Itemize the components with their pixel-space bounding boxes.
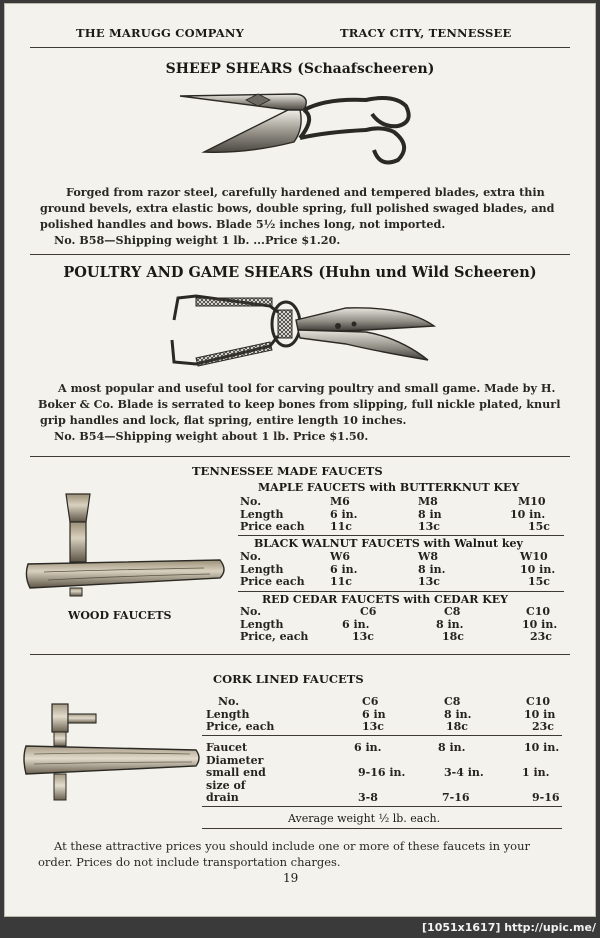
table-row xyxy=(240,508,562,521)
table-row xyxy=(206,741,562,754)
row-label: No. xyxy=(218,695,240,708)
cork-divider-1 xyxy=(202,735,562,736)
cell: 18c xyxy=(442,630,465,643)
row-label: No. xyxy=(240,495,262,508)
row-label: No. xyxy=(240,605,262,618)
cell: 10 in. xyxy=(510,507,546,521)
cell: 13c xyxy=(362,720,385,733)
cedar-faucets-table xyxy=(240,605,562,643)
table-row xyxy=(240,550,562,563)
sheep-shears-description xyxy=(40,184,554,248)
poultry-shears-title: POULTRY AND GAME SHEARS (Huhn und Wild Scheeren) xyxy=(63,264,537,281)
closing-line-2: order. Prices do not include transportation charges. xyxy=(38,855,341,869)
company-name: THE MARUGG COMPANY xyxy=(76,26,245,40)
sheep-shears-illustration xyxy=(176,88,418,170)
cell: W8 xyxy=(418,550,439,563)
cork-divider-2 xyxy=(202,806,562,807)
poultry-order-line: No. B54—Shipping weight about 1 lb. Price $1.50. xyxy=(54,429,369,443)
cell: C10 xyxy=(526,695,551,708)
poultry-desc-line-2: Boker & Co. Blade is serrated to keep bones from slipping, full nickle plated, knurl xyxy=(38,397,561,411)
cell: 3-8 xyxy=(358,791,378,804)
cell: 9-16 in. xyxy=(358,766,406,779)
cell: 15c xyxy=(528,520,551,533)
sheep-desc-line-3: polished handles and bows. Blade 5½ inches long, not imported. xyxy=(40,217,446,231)
company-location: TRACY CITY, TENNESSEE xyxy=(340,26,512,40)
tennessee-faucets-title: TENNESSEE MADE FAUCETS xyxy=(192,464,383,478)
cell: 8 in xyxy=(418,507,442,521)
maple-faucets-table xyxy=(240,495,562,533)
walnut-divider xyxy=(238,591,564,592)
row-label: No. xyxy=(240,550,262,563)
cell: 6 in. xyxy=(330,562,358,576)
row-label: size of xyxy=(206,778,246,792)
cork-divider-3 xyxy=(202,828,562,829)
sheep-order-line: No. B58—Shipping weight 1 lb. ...Price $1.20. xyxy=(54,233,341,247)
row-label: Diameter xyxy=(206,753,264,767)
cell: 8 in. xyxy=(444,707,472,721)
source-watermark: [1051x1617] http://upic.me/ xyxy=(422,921,596,934)
cell: M8 xyxy=(418,495,438,508)
cell: 13c xyxy=(418,575,441,588)
cell: 11c xyxy=(330,575,353,588)
table-row xyxy=(206,779,562,792)
page-number: 19 xyxy=(283,871,299,885)
table-row xyxy=(206,791,562,804)
cell: 8 in. xyxy=(438,741,466,754)
row-label: Price each xyxy=(240,520,305,533)
row-label: Price, each xyxy=(206,720,275,733)
closing-paragraph xyxy=(38,838,530,870)
cell: 10 in xyxy=(524,707,556,721)
cell: 23c xyxy=(530,630,553,643)
cell: 7-16 xyxy=(442,791,470,804)
row-label: Length xyxy=(240,507,284,521)
table-row xyxy=(240,618,562,631)
table-row xyxy=(240,605,562,618)
cell: 6 in. xyxy=(330,507,358,521)
cell: C8 xyxy=(444,605,461,618)
section-divider-2 xyxy=(30,456,570,457)
table-row xyxy=(206,720,562,733)
row-label: drain xyxy=(206,791,239,804)
walnut-faucets-title: BLACK WALNUT FAUCETS with Walnut key xyxy=(254,537,523,550)
row-label: Length xyxy=(240,617,284,631)
cork-faucets-table xyxy=(206,695,562,733)
cedar-faucets-title: RED CEDAR FAUCETS with CEDAR KEY xyxy=(262,593,509,606)
section-divider-3 xyxy=(30,654,570,655)
cell: 13c xyxy=(352,630,375,643)
sheep-desc-line-1: Forged from razor steel, carefully hardened and tempered blades, extra thin xyxy=(66,185,545,199)
sheep-shears-title: SHEEP SHEARS (Schaafscheeren) xyxy=(165,61,435,77)
row-label: Faucet xyxy=(206,741,248,754)
average-weight-note: Average weight ½ lb. each. xyxy=(288,812,441,825)
cell: C6 xyxy=(362,695,379,708)
maple-divider xyxy=(238,535,564,536)
cell: 9-16 xyxy=(532,791,560,804)
section-divider-1 xyxy=(30,254,570,255)
table-row xyxy=(206,766,562,779)
cell: 10 in. xyxy=(524,741,560,754)
table-row xyxy=(240,495,562,508)
cell: C10 xyxy=(526,605,551,618)
row-label: Length xyxy=(240,562,284,576)
poultry-shears-illustration xyxy=(166,292,438,372)
cell: 3-4 in. xyxy=(444,766,484,779)
cell: 10 in. xyxy=(522,617,558,631)
cell: 6 in. xyxy=(342,617,370,631)
row-label: Price each xyxy=(240,575,305,588)
table-row xyxy=(206,695,562,708)
table-row xyxy=(206,708,562,721)
table-row xyxy=(240,563,562,576)
row-label: Length xyxy=(206,707,250,721)
cell: 13c xyxy=(418,520,441,533)
table-row xyxy=(240,630,562,643)
cell: 1 in. xyxy=(522,766,550,779)
cell: W6 xyxy=(330,550,351,563)
cell: 8 in. xyxy=(418,562,446,576)
cell: 11c xyxy=(330,520,353,533)
cell: W10 xyxy=(520,550,548,563)
table-row xyxy=(206,754,562,767)
closing-line-1: At these attractive prices you should include one or more of these faucets in your xyxy=(54,839,531,853)
cell: 18c xyxy=(446,720,469,733)
poultry-shears-description xyxy=(40,380,560,444)
cell: 8 in. xyxy=(436,617,464,631)
wood-faucets-label: WOOD FAUCETS xyxy=(68,609,172,622)
poultry-desc-line-1: A most popular and useful tool for carving poultry and small game. Made by H. xyxy=(58,381,556,395)
row-label: small end xyxy=(206,766,266,779)
poultry-desc-line-3: grip handles and lock, flat spring, entire length 10 inches. xyxy=(40,413,407,427)
cell: 6 in. xyxy=(354,741,382,754)
cell: C6 xyxy=(360,605,377,618)
header-divider xyxy=(30,47,570,48)
wood-faucet-illustration xyxy=(24,492,228,598)
row-label: Price, each xyxy=(240,630,309,643)
cork-dimensions-table xyxy=(206,741,562,804)
cell: 10 in. xyxy=(520,562,556,576)
sheep-desc-line-2: ground bevels, extra elastic bows, double spring, full polished swaged blades, and xyxy=(40,201,555,215)
cork-faucets-title: CORK LINED FAUCETS xyxy=(213,672,364,686)
table-row xyxy=(240,575,562,588)
cell: M10 xyxy=(518,495,546,508)
cell: C8 xyxy=(444,695,461,708)
maple-faucets-title: MAPLE FAUCETS with BUTTERKNUT KEY xyxy=(258,481,520,494)
table-row xyxy=(240,520,562,533)
cell: M6 xyxy=(330,495,350,508)
cell: 23c xyxy=(532,720,555,733)
cork-faucet-illustration xyxy=(20,702,202,802)
cell: 15c xyxy=(528,575,551,588)
cell: 6 in xyxy=(362,707,386,721)
walnut-faucets-table xyxy=(240,550,562,588)
